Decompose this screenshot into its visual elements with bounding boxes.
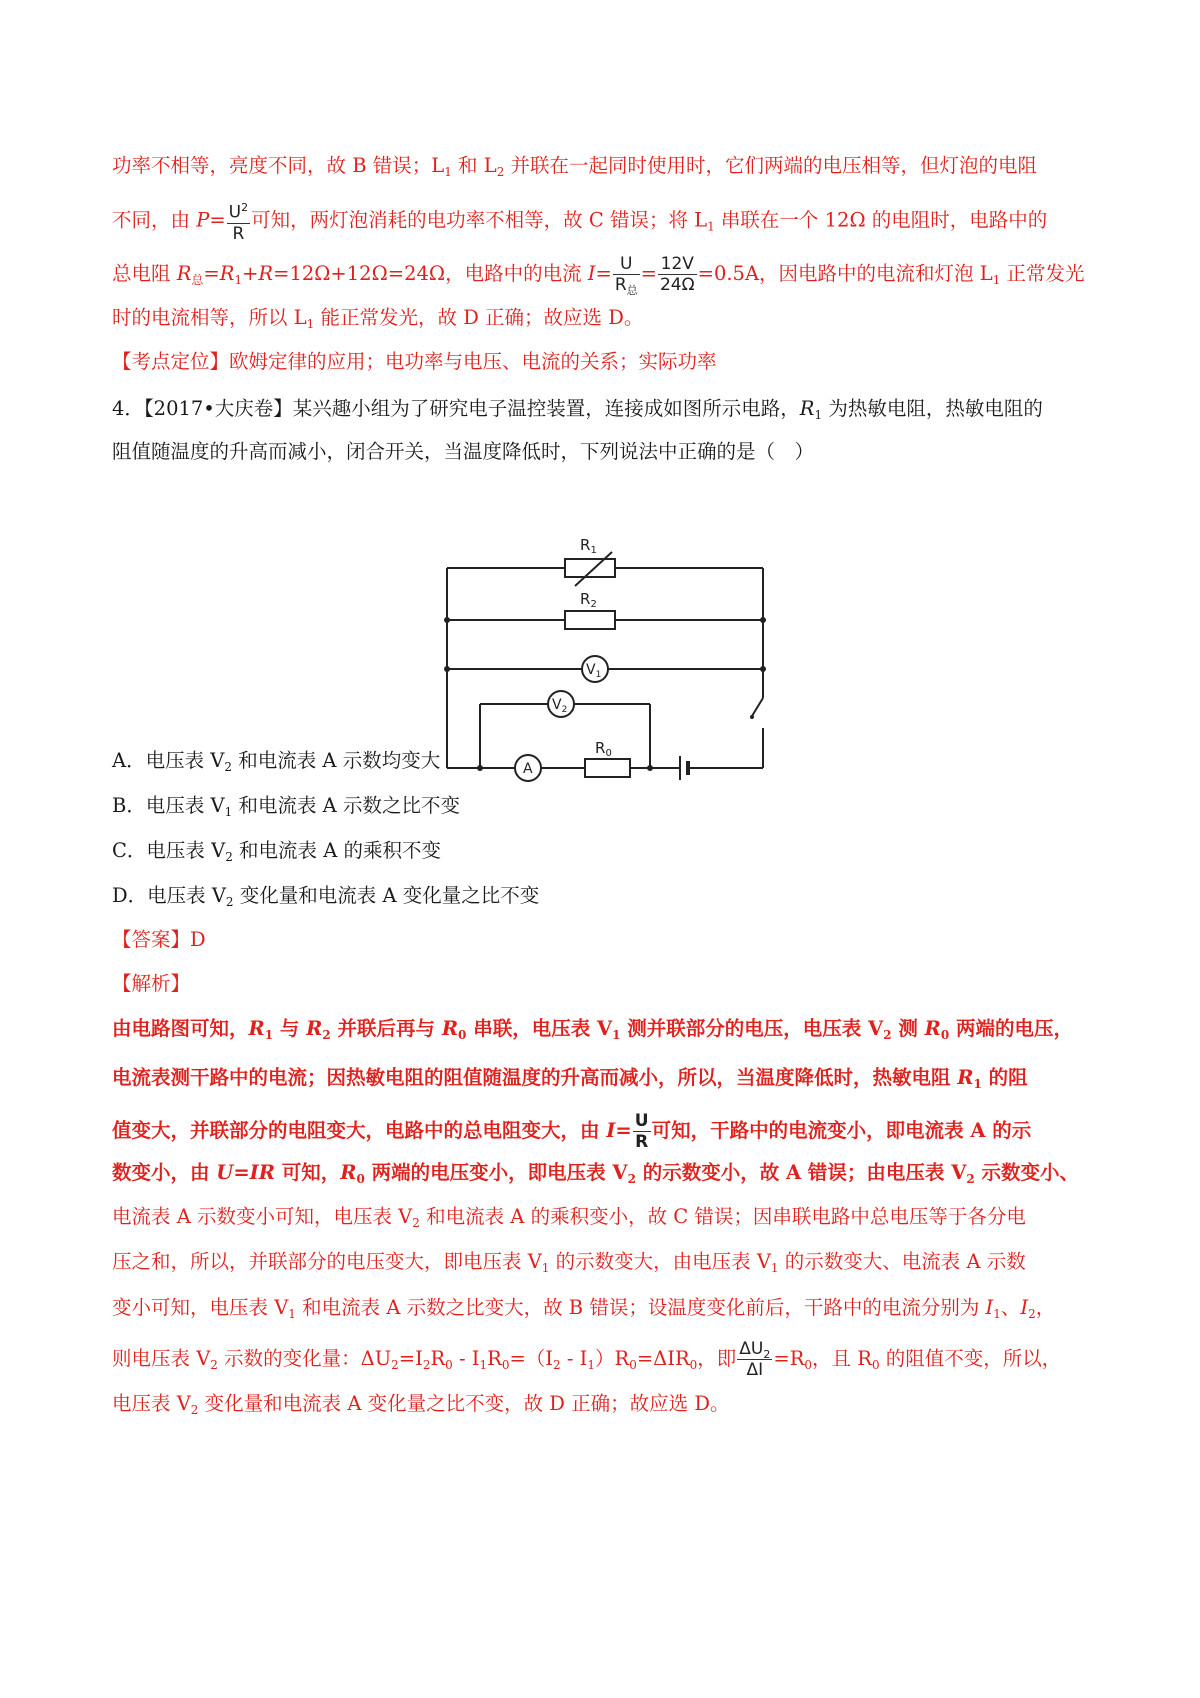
analysis-line-5: 电流表 A 示数变小可知，电压表 $V_2$ 和电流表 A 的乘积变小，故 C 错误；因串联电路中总电压等于各分电 bbox=[112, 1205, 1026, 1230]
analysis-line-9: 电压表 $V_2$ 变化量和电流表 A 变化量之比不变，故 D 正确；故应选 D。 bbox=[112, 1392, 730, 1417]
answer-line: 【答案】D bbox=[112, 928, 206, 951]
r0-label: $R_0$ bbox=[595, 739, 612, 759]
ohm-law-fraction: $\frac{U}{R}$ bbox=[634, 1111, 649, 1152]
option-d: D．电压表 $V_2$ 变化量和电流表 A 变化量之比不变 bbox=[112, 884, 540, 909]
explanation-line-3: 总电阻 $R_总=R_1+R=12\Omega+12\Omega=24\Omega$，电路中的电流 I= $\frac{U}{R_总}$ = $\frac{12V}{24\Omega}$ =0.5A，因电路中的电流和灯泡 $L_1$ 正常发光 bbox=[112, 254, 1085, 297]
option-c: C．电压表 $V_2$ 和电流表 A 的乘积不变 bbox=[112, 839, 442, 864]
explanation-line-1: 功率不相等，亮度不同，故 B 错误；$L_1$ 和 $L_2$ 并联在一起同时使用时，它们两端的电压相等，但灯泡的电阻 bbox=[112, 154, 1038, 179]
v1-label: $V_1$ bbox=[586, 662, 602, 680]
analysis-line-8: 则电压表 $V_2$ 示数的变化量：$\Delta U_2=I_2R_0 - I_1R_0=(I_2 - I_1)R_0=\Delta IR_0$，即 $\frac{\Delta U_2}{\Delta I}$ $=R_0$，且 $R_0$ 的阻值不变，所以， bbox=[112, 1339, 1062, 1380]
ammeter-label: A bbox=[523, 761, 533, 777]
analysis-title: 【解析】 bbox=[112, 972, 191, 995]
analysis-line-7: 变小可知，电压表 $V_1$ 和电流表 A 示数之比变大，故 B 错误；设温度变化前后，干路中的电流分别为 $I_1$、$I_2$， bbox=[112, 1296, 1056, 1321]
r2-label: $R_2$ bbox=[580, 590, 597, 610]
analysis-line-2: 电流表测干路中的电流；因热敏电阻的阻值随温度的升高而减小，所以，当温度降低时，热敏电阻 $R_1$ 的阻 bbox=[112, 1066, 1028, 1091]
option-a: A．电压表 $V_2$ 和电流表 A 示数均变大 bbox=[112, 749, 441, 774]
delta-ratio-fraction: $\frac{\Delta U_2}{\Delta I}$ bbox=[739, 1339, 771, 1380]
explanation-line-2: 不同，由 P= $\frac{U^2}{R}$ 可知，两灯泡消耗的电功率不相等，故 C 错误；将 $L_1$ 串联在一个 12Ω 的电阻时，电路中的 bbox=[112, 198, 1102, 244]
option-b: B．电压表 $V_1$ 和电流表 A 示数之比不变 bbox=[112, 794, 460, 819]
r1-thermistor-arrow bbox=[575, 552, 612, 586]
power-formula-fraction: $\frac{U^2}{R}$ bbox=[227, 198, 250, 244]
analysis-line-3: 值变大，并联部分的电阻变大，电路中的总电阻变大，由 I= $\frac{U}{R}$ 可知，干路中的电流变小，即电流表 A 的示 bbox=[112, 1111, 1032, 1152]
v2-label: $V_2$ bbox=[552, 697, 568, 715]
kaodian-line: 【考点定位】欧姆定律的应用；电功率与电压、电流的关系；实际功率 bbox=[112, 350, 717, 373]
current-formula-fraction: $\frac{U}{R_总}$ bbox=[614, 254, 638, 297]
analysis-line-1: 由电路图可知，$R_1$ 与 $R_2$ 并联后再与 $R_0$ 串联，电压表 $V_1$ 测并联部分的电压，电压表 $V_2$ 测 $R_0$ 两端的电压， bbox=[112, 1017, 1074, 1042]
analysis-line-6: 压之和，所以，并联部分的电压变大，即电压表 $V_1$ 的示数变大，由电压表 $V_1$ 的示数变大、电流表 A 示数 bbox=[112, 1250, 1026, 1275]
r1-label: $R_1$ bbox=[580, 536, 597, 556]
question-4-line-1: 4．【2017•大庆卷】某兴趣小组为了研究电子温控装置，连接成如图所示电路，$R_1$ 为热敏电阻，热敏电阻的 bbox=[112, 397, 1043, 422]
explanation-line-4: 时的电流相等，所以 $L_1$ 能正常发光，故 D 正确；故应选 D。 bbox=[112, 306, 644, 331]
question-4-line-2: 阻值随温度的升高而减小，闭合开关，当温度降低时，下列说法中正确的是（ ） bbox=[112, 440, 815, 463]
r2-resistor bbox=[565, 611, 615, 629]
current-value-fraction: $\frac{12V}{24\Omega}$ bbox=[659, 254, 695, 295]
analysis-line-4: 数变小，由 U=IR 可知，$R_0$ 两端的电压变小，即电压表 $V_2$ 的示数变小，故 A 错误；由电压表 $V_2$ 示数变小、 bbox=[112, 1161, 1080, 1186]
r1-resistor bbox=[565, 559, 615, 577]
switch-blade bbox=[752, 698, 763, 716]
